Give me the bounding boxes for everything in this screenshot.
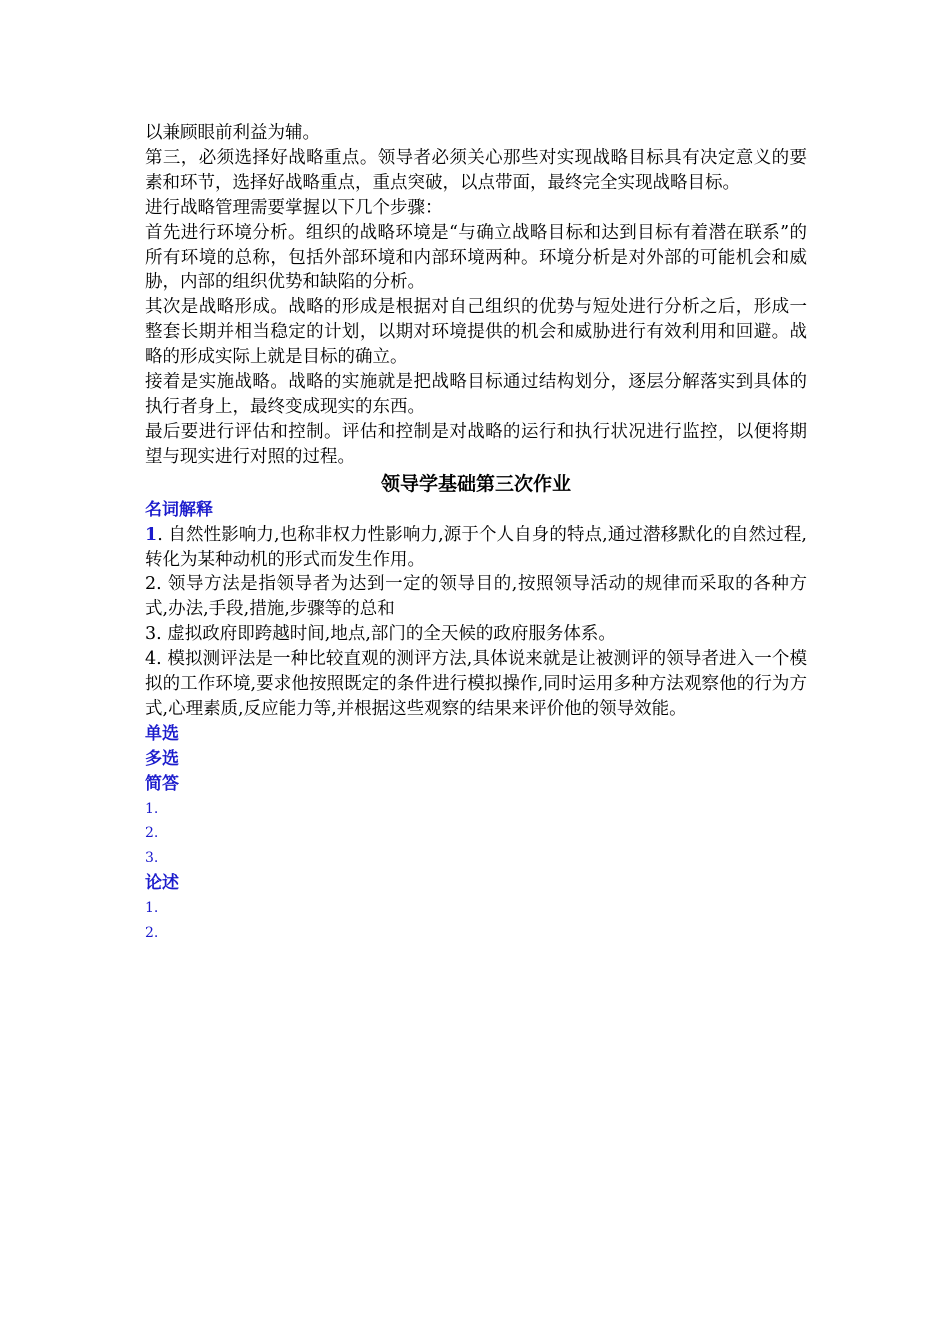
paragraph: 以兼顾眼前利益为辅。: [145, 123, 320, 143]
short-answer-item: 3.: [145, 850, 159, 867]
paragraph: 第三，必须选择好战略重点。领导者必须关心那些对实现战略目标具有决定意义的要素和环节，选择好战略重点，重点突破，以点带面，最终完全实现战略目标。: [145, 147, 807, 193]
section-heading-essay: 论述: [145, 873, 179, 894]
short-answer-item: 1.: [145, 800, 159, 817]
short-answer-item: 2.: [145, 825, 159, 842]
term-item: 3. 虚拟政府即跨越时间,地点,部门的全天候的政府服务体系。: [145, 624, 616, 645]
essay-item: 2.: [145, 925, 159, 942]
section-heading-short-answer: 简答: [145, 773, 179, 794]
paragraph: 进行战略管理需要掌握以下几个步骤：: [145, 197, 443, 218]
term-item: 2. 领导方法是指领导者为达到一定的领导目的,按照领导活动的规律而采取的各种方式,办法,手段,措施,步骤等的总和: [145, 574, 807, 620]
paragraph: 其次是战略形成。战略的形成是根据对自己组织的优势与短处进行分析之后，形成一整套长期并相当稳定的计划，以期对环境提供的机会和威胁进行有效利用和回避。战略的形成实际上就是目标的确立。: [145, 297, 807, 368]
term-item: [145, 523, 807, 573]
document-title: 领导学基础第三次作业: [380, 472, 571, 495]
section-heading-single-choice: 单选: [145, 723, 179, 744]
document-page: [145, 121, 807, 946]
paragraph: 首先进行环境分析。组织的战略环境是“与确立战略目标和达到目标有着潜在联系”的所有环境的总称，包括外部环境和内部环境两种。环境分析是对外部的可能机会和威胁，内部的组织优势和缺陷的分析。: [145, 222, 807, 293]
paragraph: 接着是实施战略。战略的实施就是把战略目标通过结构划分，逐层分解落实到具体的执行者身上，最终变成现实的东西。: [145, 372, 807, 417]
term-item: 4. 模拟测评法是一种比较直观的测评方法,具体说来就是让被测评的领导者进入一个模拟的工作环境,要求他按照既定的条件进行模拟操作,同时运用多种方法观察他的行为方式,心理素质,反应能力等,并根据这些观察的结果来评价他的领导效能。: [145, 649, 807, 719]
section-heading-multi-choice: 多选: [145, 748, 179, 769]
section-heading-terms: 名词解释: [145, 499, 213, 520]
essay-item: 1.: [145, 900, 159, 917]
term-item-text: . 自然性影响力,也称非权力性影响力,源于个人自身的特点,通过潜移默化的自然过程,转化为某种动机的形式而发生作用。: [145, 524, 807, 570]
paragraph: 最后要进行评估和控制。评估和控制是对战略的运行和执行状况进行监控，以便将期望与现实进行对照的过程。: [145, 421, 807, 467]
term-item-number: 1: [145, 524, 158, 545]
